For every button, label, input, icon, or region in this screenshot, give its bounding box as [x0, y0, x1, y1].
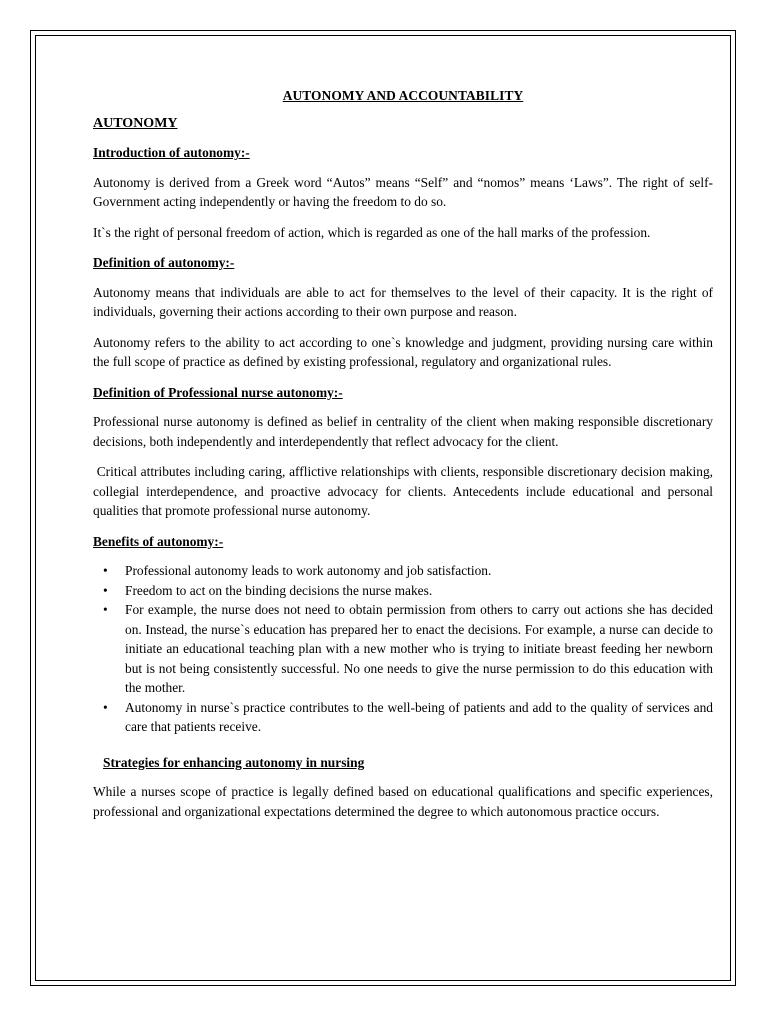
list-item-text: Professional autonomy leads to work autonomy and job satisfaction.: [125, 563, 492, 578]
list-item-text: Freedom to act on the binding decisions the nurse makes.: [125, 582, 433, 598]
bullet-icon: •: [103, 699, 108, 715]
benefits-list: [93, 561, 713, 737]
heading-strategies: Strategies for enhancing autonomy in nursing: [103, 754, 365, 770]
heading-professional-autonomy: Definition of Professional nurse autonomy:-: [93, 384, 343, 400]
heading-definition: Definition of autonomy:-: [93, 255, 235, 270]
heading-benefits: Benefits of autonomy:-: [93, 533, 224, 549]
section-heading-autonomy: AUTONOMY: [93, 115, 178, 131]
intro-paragraph-2: It`s the right of personal freedom of action, which is regarded as one of the hall marks of the profession.: [93, 224, 651, 240]
document-body: [93, 86, 717, 832]
professional-paragraph-1: Professional nurse autonomy is defined as belief in centrality of the client when making responsible discretionary decisions, both independently and interdependently that reflect advocacy for the client.: [93, 414, 713, 449]
intro-paragraph-1: Autonomy is derived from a Greek word “Autos” means “Self” and “nomos” means ‘Laws”. The right of self-Government acting independently or having the freedom to do so.: [93, 174, 713, 209]
list-item: [93, 600, 713, 698]
definition-paragraph-1: Autonomy means that individuals are able to act for themselves to the level of their capacity. It is the right of individuals, governing their actions according to their own purpose and reason.: [93, 284, 713, 319]
bullet-icon: •: [103, 563, 108, 578]
list-item: [93, 581, 713, 601]
bullet-icon: •: [103, 582, 108, 598]
list-item: [93, 698, 713, 737]
professional-paragraph-2: Critical attributes including caring, afflictive relationships with clients, responsible discretionary decision making, collegial interdependence, and proactive advocacy for clients. Antecedents include educational and personal qualities that promote professional nurse autonomy.: [93, 464, 717, 518]
heading-introduction: Introduction of autonomy:-: [93, 145, 250, 160]
list-item: [93, 561, 713, 581]
bullet-icon: •: [103, 602, 108, 617]
document-title: AUTONOMY AND ACCOUNTABILITY: [282, 88, 524, 103]
list-item-text: Autonomy in nurse`s practice contributes to the well-being of patients and add to the quality of services and care that patients receive.: [125, 699, 713, 734]
definition-paragraph-2: Autonomy refers to the ability to act according to one`s knowledge and judgment, providing nursing care within the full scope of practice as defined by existing professional, regulatory and organizational rules.: [93, 334, 713, 369]
list-item-text: For example, the nurse does not need to obtain permission from others to carry out actions she has decided on. Instead, the nurse`s education has prepared her to enact the decisions. For example, a nurse can decide to initiate an educational teaching plan with a new mother who is trying to initiate breast feeding her newborn but is not being consistently successful. No one needs to give the nurse permission to do this education with the mother.: [125, 602, 713, 695]
strategies-paragraph-1: While a nurses scope of practice is legally defined based on educational qualifications and specific experiences, professional and organizational expectations determined the degree to which autonomous practice occurs.: [93, 784, 713, 819]
